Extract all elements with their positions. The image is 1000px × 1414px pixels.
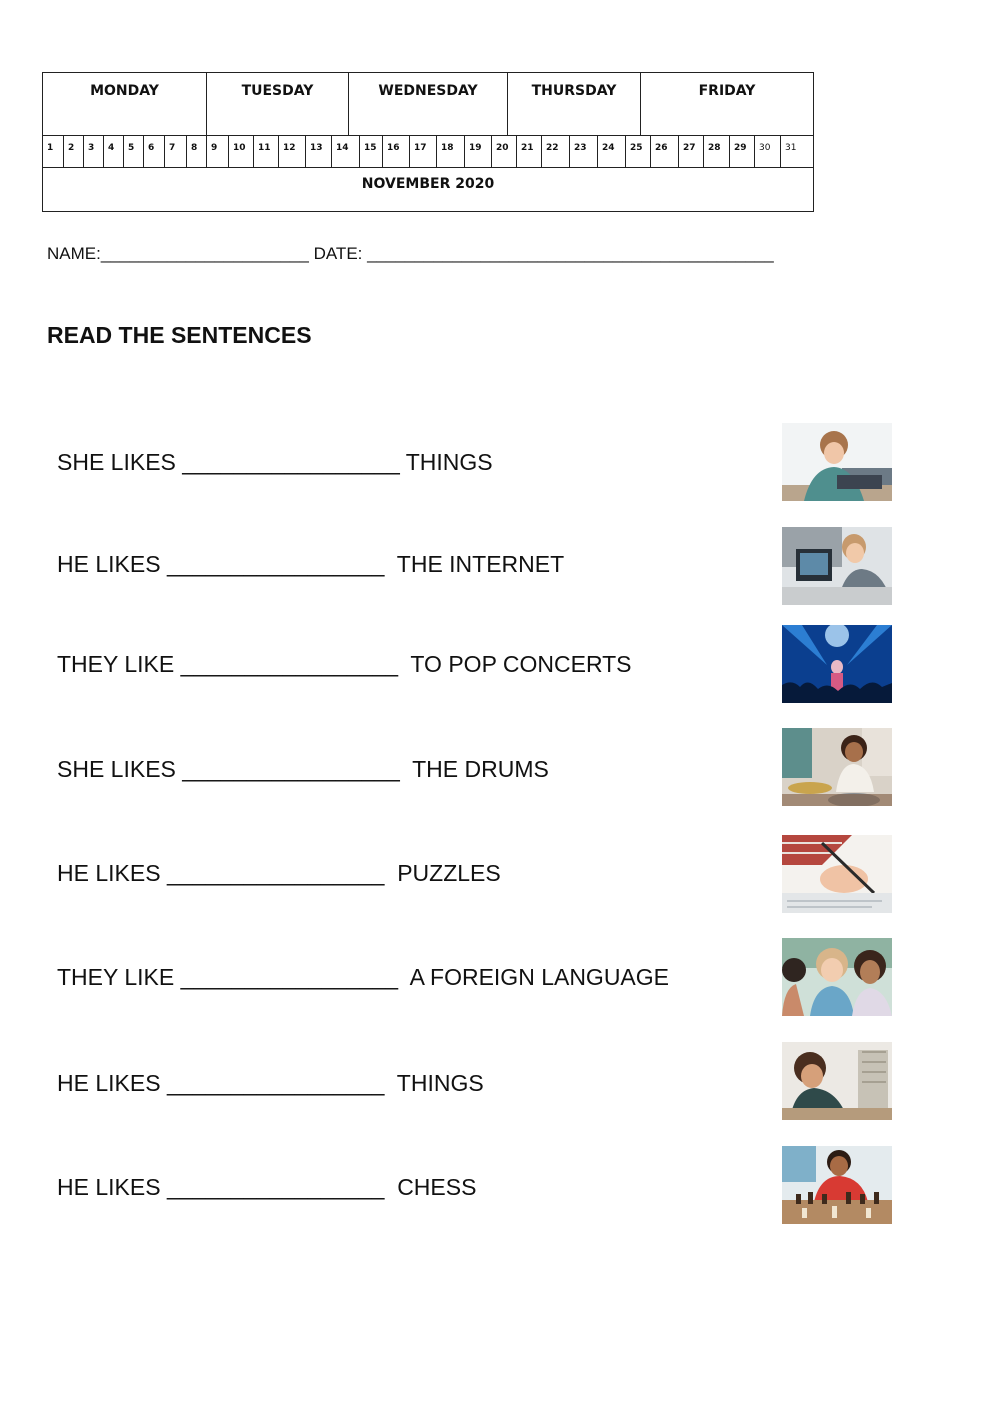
date-number-cell: 8 <box>187 136 207 167</box>
answer-blank: _________________ <box>182 756 400 782</box>
sentence-row <box>57 756 549 783</box>
sentence-subject: HE LIKES <box>57 860 161 886</box>
girl-playing-drums-photo <box>782 728 892 806</box>
answer-blank: _________________ <box>166 551 385 577</box>
sentence-row <box>57 551 564 578</box>
date-number-cell: 24 <box>598 136 626 167</box>
day-monday: MONDAY <box>43 73 207 135</box>
date-number-cell: 29 <box>730 136 755 167</box>
date-number-cell: 7 <box>165 136 187 167</box>
sentence-subject: THEY LIKE <box>57 651 175 677</box>
sentence-subject: SHE LIKES <box>57 756 176 782</box>
sentence-ending: A FOREIGN LANGUAGE <box>409 964 670 990</box>
day-friday: FRIDAY <box>698 83 756 99</box>
date-number-cell: 21 <box>517 136 542 167</box>
date-number-cell: 9 <box>207 136 229 167</box>
date-number-cell: 20 <box>492 136 517 167</box>
sentence-row <box>57 1174 476 1201</box>
sentence-subject: HE LIKES <box>57 1174 161 1200</box>
date-number-cell: 11 <box>254 136 279 167</box>
date-number-cell: 5 <box>124 136 144 167</box>
sentence-ending: THINGS <box>396 1070 484 1096</box>
date-number-cell: 1 <box>43 136 64 167</box>
boy-using-laptop-photo <box>782 527 892 605</box>
name-field: NAME:______________________ <box>47 244 309 263</box>
date-number-cell: 12 <box>279 136 306 167</box>
date-number-cell: 27 <box>679 136 704 167</box>
sentence-ending: THINGS <box>405 449 493 475</box>
sentence-subject: HE LIKES <box>57 1070 161 1096</box>
boy-playing-chess-photo <box>782 1146 892 1224</box>
weekday-header-row <box>43 73 813 135</box>
date-number-cell: 4 <box>104 136 124 167</box>
sentence-row <box>57 964 669 991</box>
calendar-table <box>42 72 814 212</box>
sentence-subject: SHE LIKES <box>57 449 176 475</box>
sentence-ending: THE DRUMS <box>412 756 549 782</box>
date-number-cell: 23 <box>570 136 598 167</box>
date-number-cell: 22 <box>542 136 570 167</box>
date-number-cell: 25 <box>626 136 651 167</box>
date-number-cell: 30 <box>755 136 781 167</box>
sentence-ending: THE INTERNET <box>396 551 565 577</box>
date-number-cell: 13 <box>306 136 332 167</box>
date-number-cell: 14 <box>332 136 360 167</box>
date-number-cell: 19 <box>465 136 492 167</box>
date-number-cell: 10 <box>229 136 254 167</box>
date-number-cell: 28 <box>704 136 730 167</box>
date-number-row <box>43 135 813 168</box>
date-number-cell: 26 <box>651 136 679 167</box>
sentence-row <box>57 651 632 678</box>
answer-blank: _________________ <box>166 1174 385 1200</box>
sentence-ending: CHESS <box>397 1174 477 1200</box>
boy-building-model-photo <box>782 1042 892 1120</box>
answer-blank: _________________ <box>180 964 399 990</box>
answer-blank: _________________ <box>166 1070 385 1096</box>
instructions-heading: READ THE SENTENCES <box>47 322 312 348</box>
date-number-cell: 16 <box>383 136 410 167</box>
name-date-line <box>47 244 774 264</box>
date-number-cell: 18 <box>437 136 465 167</box>
sentence-subject: THEY LIKE <box>57 964 175 990</box>
answer-blank: _________________ <box>180 651 399 677</box>
day-thursday: THURSDAY <box>508 73 641 135</box>
pop-concert-photo <box>782 625 892 703</box>
sentence-row <box>57 449 493 476</box>
girl-building-electronics-photo <box>782 423 892 501</box>
day-tuesday: TUESDAY <box>207 73 349 135</box>
date-number-cell: 3 <box>84 136 104 167</box>
hand-writing-puzzle-photo <box>782 835 892 913</box>
date-field: DATE: ___________________________________________ <box>313 244 774 263</box>
day-wednesday: WEDNESDAY <box>349 73 508 135</box>
sentence-ending: PUZZLES <box>397 860 501 886</box>
girls-studying-photo <box>782 938 892 1016</box>
date-number-cell: 15 <box>360 136 383 167</box>
date-number-cell: 31 <box>785 143 797 153</box>
date-number-cell: 17 <box>410 136 437 167</box>
date-number-cell: 2 <box>64 136 84 167</box>
sentence-row <box>57 1070 484 1097</box>
answer-blank: _________________ <box>166 860 385 886</box>
sentence-ending: TO POP CONCERTS <box>410 651 632 677</box>
sentence-subject: HE LIKES <box>57 551 161 577</box>
answer-blank: _________________ <box>182 449 400 475</box>
date-number-cell: 6 <box>144 136 165 167</box>
month-label: NOVEMBER 2020 <box>361 176 495 192</box>
sentence-row <box>57 860 501 887</box>
